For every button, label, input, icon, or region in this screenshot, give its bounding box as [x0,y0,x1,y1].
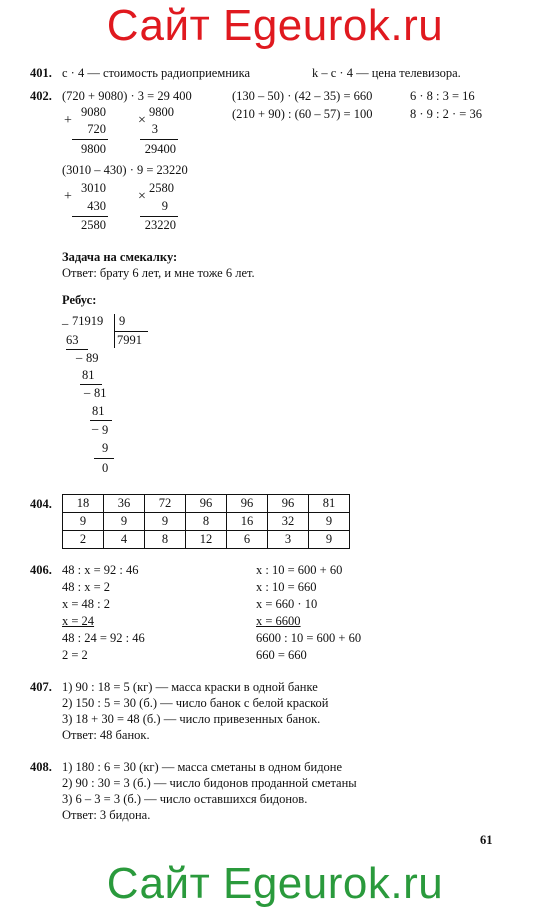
minus-sign: _ [76,346,83,360]
table-cell: 72 [145,495,186,513]
minus-sign: _ [84,381,91,395]
table-cell: 96 [186,495,227,513]
step-remainder: 89 [86,351,99,365]
product-result: 23220 [144,218,176,232]
table-cell: 18 [63,495,104,513]
table-cell: 8 [186,513,227,531]
equation-right-check: 6600 : 10 = 600 + 60 [256,631,362,645]
table-cell: 36 [104,495,145,513]
sum-line [72,139,108,140]
table-cell: 2 [63,531,104,549]
problem-402-expr-5: 8 · 9 : 2 · = 36 [410,107,482,121]
equation-left-line: 48 : х = 92 : 46 [62,563,139,577]
problem-407-number: 407. [30,680,52,694]
factor-2: 3 [151,122,158,136]
step-subtrahend: 81 [92,404,105,418]
product-line [140,216,178,217]
quotient: 7991 [117,333,142,347]
factor-1: 9800 [149,105,174,119]
table-cell: 4 [104,531,145,549]
table-cell: 12 [186,531,227,549]
solution-step: 3) 6 – 3 = 3 (б.) — число оставшихся бидонов. [62,792,308,806]
rebus-title: Ребус: [62,293,97,307]
solution-step: 3) 18 + 30 = 48 (б.) — число привезенных банок. [62,712,321,726]
table-cell: 9 [145,513,186,531]
table-cell: 32 [268,513,309,531]
page-number: 61 [480,833,493,847]
table-cell: 9 [309,531,350,549]
watermark-bottom: Сайт Egeurok.ru [106,859,444,908]
problem-406-number: 406. [30,563,52,577]
plus-sign: + [64,189,72,204]
problem-404-number: 404. [30,497,52,511]
sum-result: 2580 [81,218,106,232]
problem-402-expr-6: (3010 – 430) · 9 = 23220 [62,163,188,177]
sum-result: 9800 [81,142,106,156]
addend-1: 3010 [81,181,106,195]
table-row [63,531,350,549]
table-cell: 9 [104,513,145,531]
table-cell: 9 [63,513,104,531]
product-line [140,139,178,140]
equation-right-line: х : 10 = 600 + 60 [256,563,343,577]
solution-answer: Ответ: 48 банок. [62,728,150,742]
problem-402-expr-3: 6 · 8 : 3 = 16 [410,89,475,103]
table-cell: 96 [227,495,268,513]
problem-401-number: 401. [30,66,52,80]
plus-sign: + [64,113,72,128]
watermark-top: Сайт Egeurok.ru [106,1,444,50]
dividend: 71919 [72,314,104,328]
equation-left-check: 2 = 2 [62,648,88,662]
problem-402-expr-4: (210 + 90) : (60 – 57) = 100 [232,107,373,121]
problem-404-table [62,494,350,549]
table-row [63,513,350,531]
table-cell: 3 [268,531,309,549]
minus-sign: _ [92,417,99,431]
minus-sign: _ [62,312,69,326]
problem-408-number: 408. [30,760,52,774]
solution-answer: Ответ: 3 бидона. [62,808,151,822]
table-cell: 16 [227,513,268,531]
factor-2: 9 [161,199,168,213]
table-cell: 96 [268,495,309,513]
riddle-title: Задача на смекалку: [62,250,178,264]
times-sign: × [138,189,146,204]
step-remainder: 0 [102,461,109,475]
equation-left-answer: х = 24 [62,614,95,628]
equation-left-line: х = 48 : 2 [62,597,111,611]
equation-right-line: х : 10 = 660 [256,580,317,594]
equation-right-answer: х = 6600 [256,614,301,628]
equation-right-line: х = 660 · 10 [256,597,318,611]
table-cell: 8 [145,531,186,549]
step-line [94,458,114,459]
table-cell: 6 [227,531,268,549]
step-subtrahend: 63 [66,333,79,347]
factor-1: 2580 [149,181,174,195]
riddle-answer: Ответ: брату 6 лет, и мне тоже 6 лет. [62,266,255,280]
addend-2: 720 [87,122,106,136]
step-subtrahend: 9 [102,441,109,455]
divisor: 9 [119,314,126,328]
solution-step: 2) 150 : 5 = 30 (б.) — число банок с белой краской [62,696,329,710]
addend-2: 430 [87,199,106,213]
equation-left-check: 48 : 24 = 92 : 46 [62,631,145,645]
equation-right-check: 660 = 660 [256,648,307,662]
problem-402-number: 402. [30,89,52,103]
addend-1: 9080 [81,105,106,119]
problem-401-answer-b: k – с · 4 — цена телевизора. [312,66,461,80]
step-subtrahend: 81 [82,368,95,382]
step-remainder: 9 [102,423,109,437]
solution-step: 2) 90 : 30 = 3 (б.) — число бидонов проданной сметаны [62,776,357,790]
solution-step: 1) 180 : 6 = 30 (кг) — масса сметаны в одном бидоне [62,760,343,774]
solution-step: 1) 90 : 18 = 5 (кг) — масса краски в одной банке [62,680,318,694]
problem-401-answer-a: с · 4 — стоимость радиоприемника [62,66,251,80]
table-cell: 81 [309,495,350,513]
times-sign: × [138,113,146,128]
step-remainder: 81 [94,386,107,400]
quotient-line [114,331,148,332]
problem-402-expr-2: (130 – 50) · (42 – 35) = 660 [232,89,373,103]
table-cell: 9 [309,513,350,531]
table-row [63,495,350,513]
sum-line [72,216,108,217]
equation-left-line: 48 : х = 2 [62,580,111,594]
product-result: 29400 [144,142,176,156]
problem-402-expr-1: (720 + 9080) · 3 = 29 400 [62,89,192,103]
